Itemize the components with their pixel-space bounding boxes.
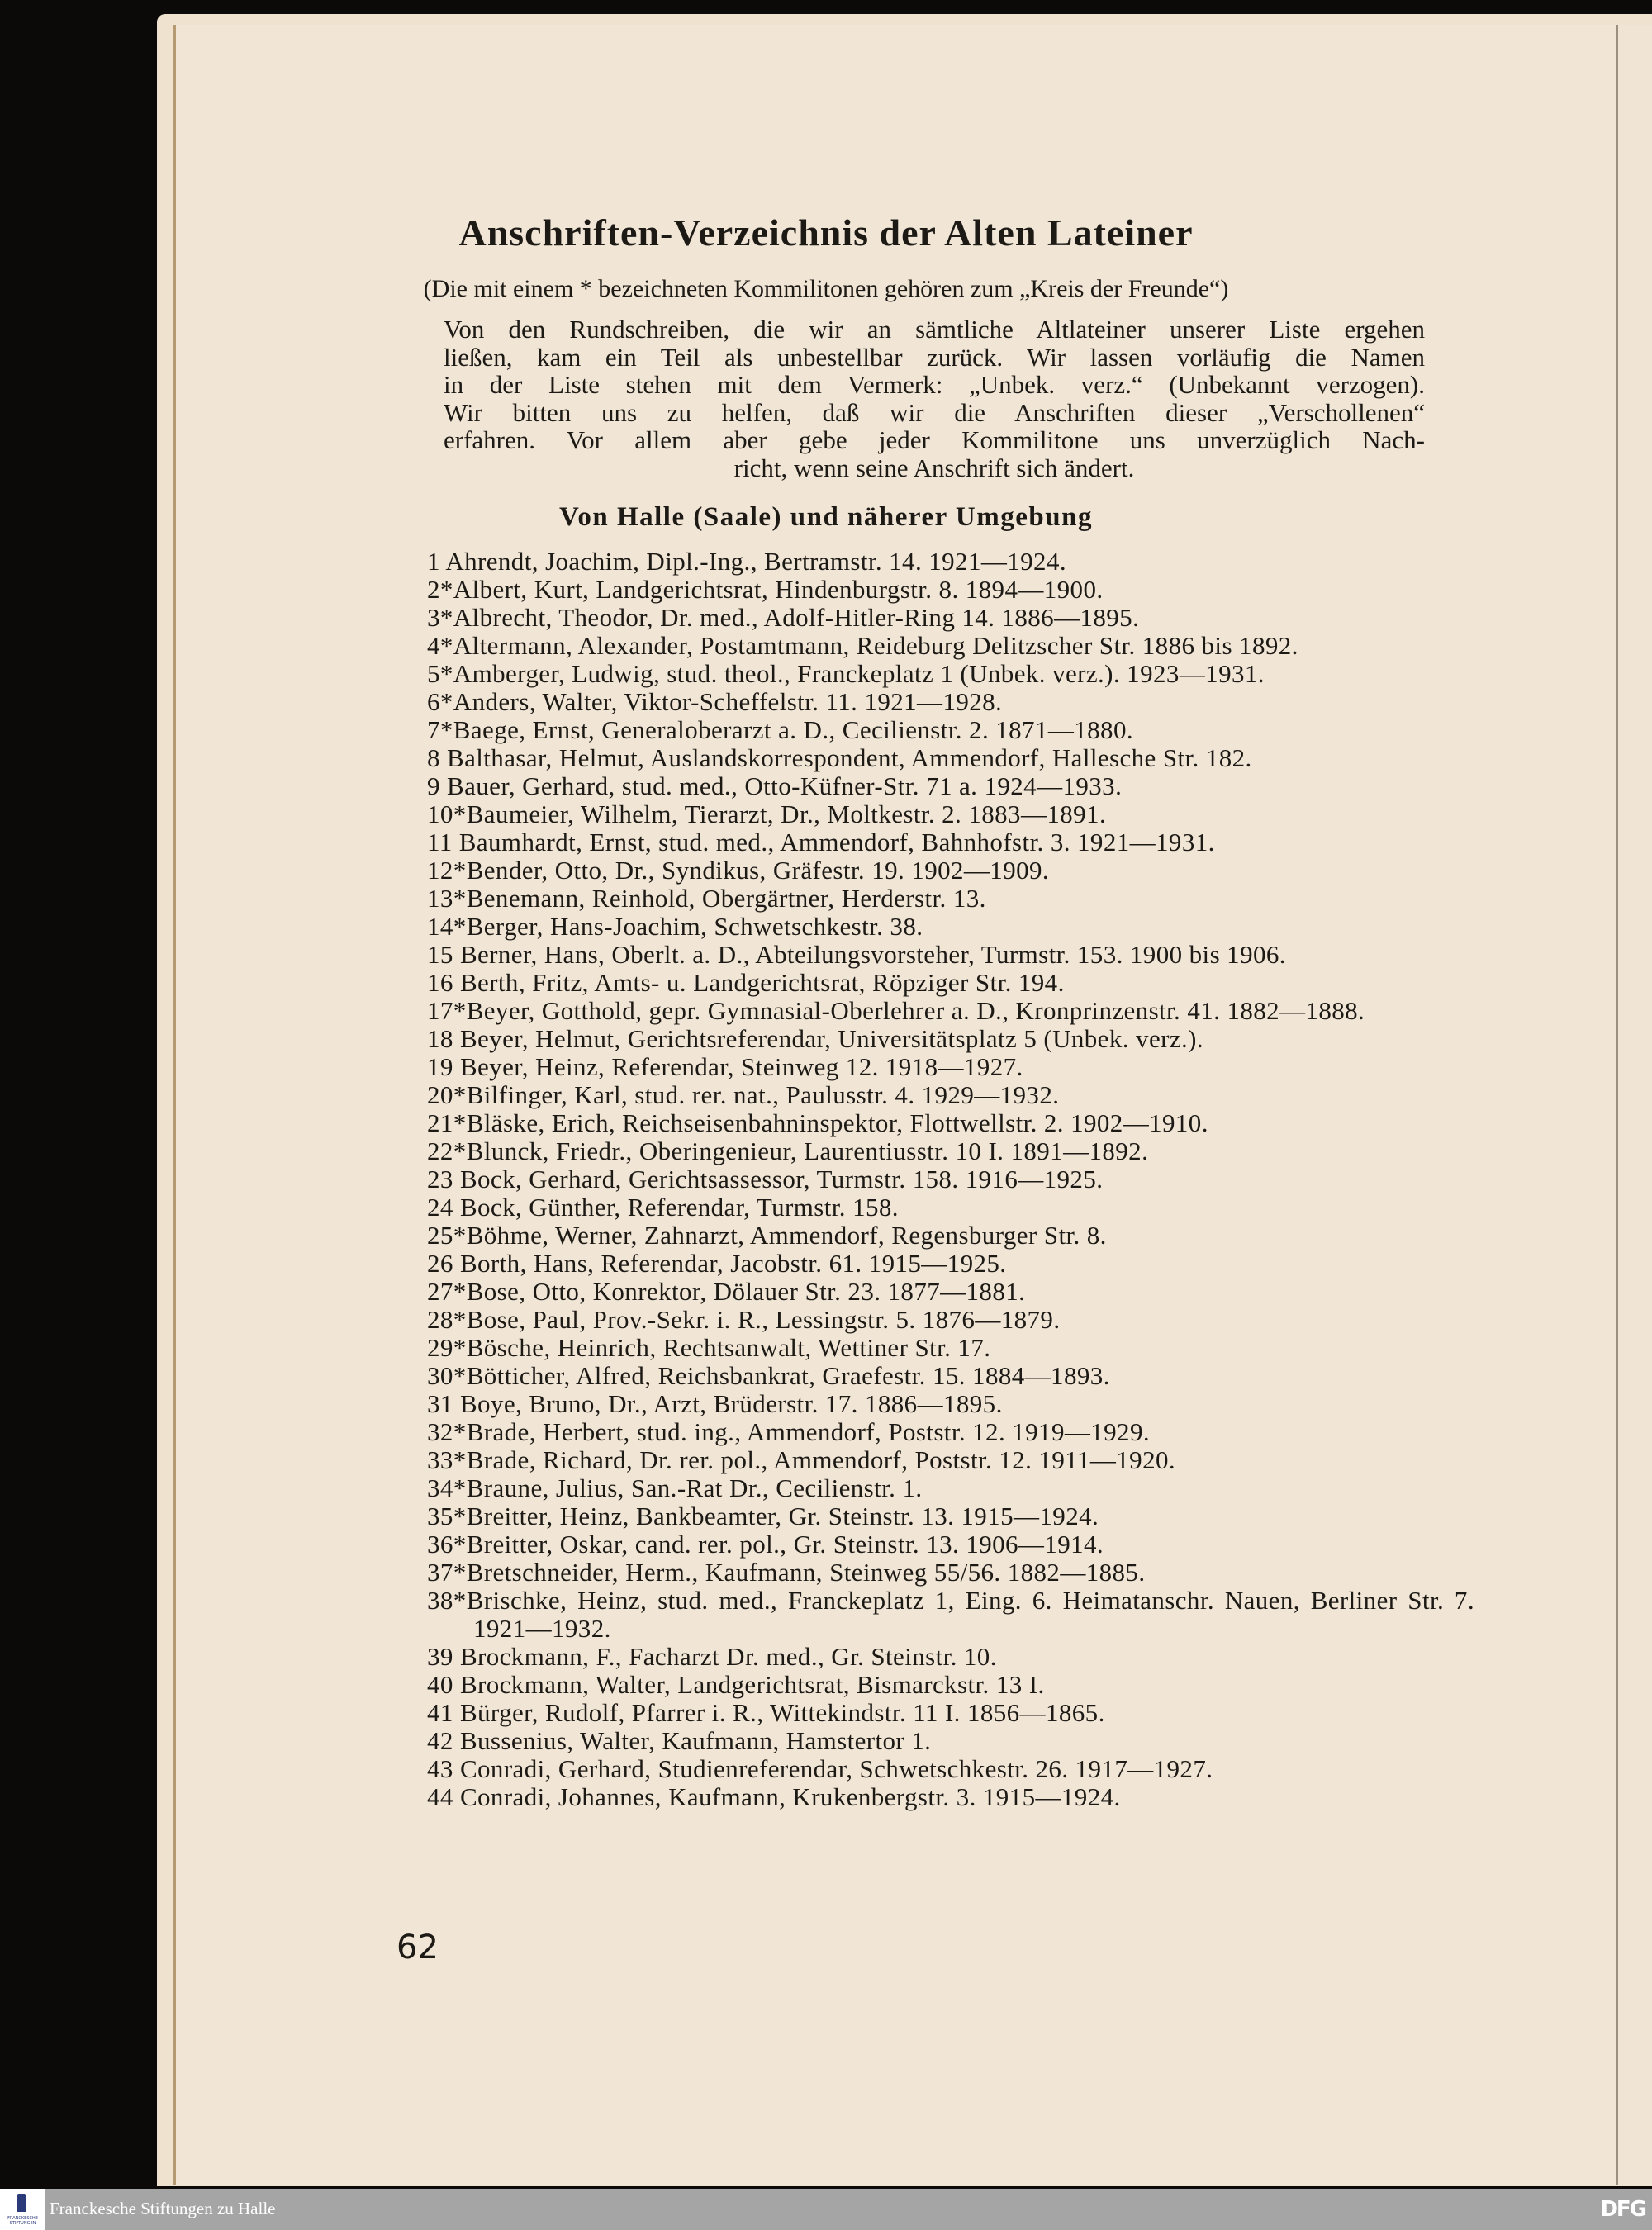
list-item: 15 Berner, Hans, Oberlt. a. D., Abteilungsvorsteher, Turmstr. 153. 1900 bis 1906. [427,940,1286,969]
list-item: 2*Albert, Kurt, Landgerichtsrat, Hindenburgstr. 8. 1894—1900. [427,575,1104,604]
list-item: 4*Altermann, Alexander, Postamtmann, Reideburg Delitzscher Str. 1886 bis 1892. [427,631,1298,660]
address-list [427,548,1474,1811]
institution-name[interactable]: Franckesche Stiftungen zu Halle [50,2199,276,2218]
list-item: 37*Bretschneider, Herm., Kaufmann, Steinweg 55/56. 1882—1885. [427,1558,1146,1587]
list-item: 29*Bösche, Heinrich, Rechtsanwalt, Wettiner Str. 17. [427,1333,991,1362]
list-item: 11 Baumhardt, Ernst, stud. med., Ammendorf, Bahnhofstr. 3. 1921—1931. [427,828,1215,856]
list-item: 30*Bötticher, Alfred, Reichsbankrat, Graefestr. 15. 1884—1893. [427,1361,1110,1390]
list-item: 39 Brockmann, F., Facharzt Dr. med., Gr. Steinstr. 10. [427,1642,997,1671]
list-item: 33*Brade, Richard, Dr. rer. pol., Ammendorf, Poststr. 12. 1911—1920. [427,1445,1176,1474]
list-item: 26 Borth, Hans, Referendar, Jacobstr. 61. 1915—1925. [427,1249,1007,1278]
list-item: 40 Brockmann, Walter, Landgerichtsrat, Bismarckstr. 13 I. [427,1670,1045,1699]
list-item: 22*Blunck, Friedr., Oberingenieur, Laurentiusstr. 10 I. 1891—1892. [427,1136,1149,1165]
page-number: 62 [396,1929,439,1967]
list-item: 20*Bilfinger, Karl, stud. rer. nat., Paulusstr. 4. 1929—1932. [427,1080,1060,1109]
list-item: 43 Conradi, Gerhard, Studienreferendar, Schwetschkestr. 26. 1917—1927. [427,1754,1213,1783]
intro-line: erfahren. Vor allem aber gebe jeder Kommilitone uns unverzüglich Nach- [444,425,1425,454]
list-item: 16 Berth, Fritz, Amts- u. Landgerichtsrat, Röpziger Str. 194. [427,968,1065,997]
list-item: 7*Baege, Ernst, Generaloberarzt a. D., Cecilienstr. 2. 1871—1880. [427,715,1134,744]
intro-line: in der Liste stehen mit dem Vermerk: „Unbek. verz.“ (Unbekannt verzogen). [444,370,1425,399]
list-item: 3*Albrecht, Theodor, Dr. med., Adolf-Hitler-Ring 14. 1886—1895. [427,603,1140,632]
intro-paragraph [444,316,1425,482]
list-item: 23 Bock, Gerhard, Gerichtsassessor, Turmstr. 158. 1916—1925. [427,1165,1104,1193]
list-item: 21*Bläske, Erich, Reichseisenbahninspektor, Flottwellstr. 2. 1902—1910. [427,1108,1208,1137]
section-heading: Von Halle (Saale) und näherer Umgebung [559,502,1093,532]
subtitle: (Die mit einem * bezeichneten Kommilitonen gehören zum „Kreis der Freunde“) [423,275,1229,302]
list-item: 10*Baumeier, Wilhelm, Tierarzt, Dr., Moltkestr. 2. 1883—1891. [427,799,1107,828]
intro-line: Wir bitten uns zu helfen, daß wir die Anschriften dieser „Verschollenen“ [444,397,1425,427]
list-item: 9 Bauer, Gerhard, stud. med., Otto-Küfner-Str. 71 a. 1924—1933. [427,771,1123,800]
institution-logo[interactable] [0,2189,45,2230]
list-item: 18 Beyer, Helmut, Gerichtsreferendar, Universitätsplatz 5 (Unbek. verz.). [427,1024,1204,1053]
statue-icon [17,2194,26,2212]
list-item: 1 Ahrendt, Joachim, Dipl.-Ing., Bertramstr. 14. 1921—1924. [427,547,1066,576]
list-item: 34*Braune, Julius, San.-Rat Dr., Cecilienstr. 1. [427,1473,923,1502]
next-page-edge [1616,25,1652,2185]
list-item: 24 Bock, Günther, Referendar, Turmstr. 158. [427,1193,899,1222]
intro-line: Von den Rundschreiben, die wir an sämtliche Altlateiner unserer Liste ergehen [444,315,1425,344]
list-item: 27*Bose, Otto, Konrektor, Dölauer Str. 23. 1877—1881. [427,1277,1026,1306]
intro-line: ließen, kam ein Teil als unbestellbar zurück. Wir lassen vorläufig die Namen [444,342,1425,372]
list-item: 8 Balthasar, Helmut, Auslandskorrespondent, Ammendorf, Hallesche Str. 182. [427,743,1252,772]
dfg-logo[interactable]: DFG [1600,2197,1645,2222]
list-item: 12*Bender, Otto, Dr., Syndikus, Gräfestr. 19. 1902—1909. [427,856,1050,885]
footer-bar [0,2189,1652,2230]
list-item: 6*Anders, Walter, Viktor-Scheffelstr. 11. 1921—1928. [427,687,1003,716]
list-item: 36*Breitter, Oskar, cand. rer. pol., Gr. Steinstr. 13. 1906—1914. [427,1530,1104,1559]
list-item: 38*Brischke, Heinz, stud. med., Franckeplatz 1, Eing. 6. Heimatanschr. Nauen, Berliner Str. 7. 1921—1932. [427,1586,1474,1643]
list-item: 13*Benemann, Reinhold, Obergärtner, Herderstr. 13. [427,884,986,913]
list-item: 28*Bose, Paul, Prov.-Sekr. i. R., Lessingstr. 5. 1876—1879. [427,1305,1061,1334]
list-item: 44 Conradi, Johannes, Kaufmann, Krukenbergstr. 3. 1915—1924. [427,1782,1121,1811]
list-item: 42 Bussenius, Walter, Kaufmann, Hamstertor 1. [427,1726,932,1755]
list-item: 17*Beyer, Gotthold, gepr. Gymnasial-Oberlehrer a. D., Kronprinzenstr. 41. 1882—1888. [427,996,1365,1025]
logo-lettering: FRANCKESCHE STIFTUNGEN [7,2216,38,2226]
page-title: Anschriften-Verzeichnis der Alten Lateiner [458,211,1194,254]
list-item: 14*Berger, Hans-Joachim, Schwetschkestr. 38. [427,912,923,941]
list-item: 5*Amberger, Ludwig, stud. theol., Franckeplatz 1 (Unbek. verz.). 1923—1931. [427,659,1265,688]
list-item: 19 Beyer, Heinz, Referendar, Steinweg 12. 1918—1927. [427,1052,1023,1081]
list-item: 31 Boye, Bruno, Dr., Arzt, Brüderstr. 17. 1886—1895. [427,1389,1003,1418]
list-item: 35*Breitter, Heinz, Bankbeamter, Gr. Steinstr. 13. 1915—1924. [427,1502,1099,1530]
list-item: 41 Bürger, Rudolf, Pfarrer i. R., Wittekindstr. 11 I. 1856—1865. [427,1698,1105,1727]
intro-line: richt, wenn seine Anschrift sich ändert. [733,453,1135,482]
list-item: 32*Brade, Herbert, stud. ing., Ammendorf, Poststr. 12. 1919—1929. [427,1417,1150,1446]
list-item: 25*Böhme, Werner, Zahnarzt, Ammendorf, Regensburger Str. 8. [427,1221,1107,1250]
